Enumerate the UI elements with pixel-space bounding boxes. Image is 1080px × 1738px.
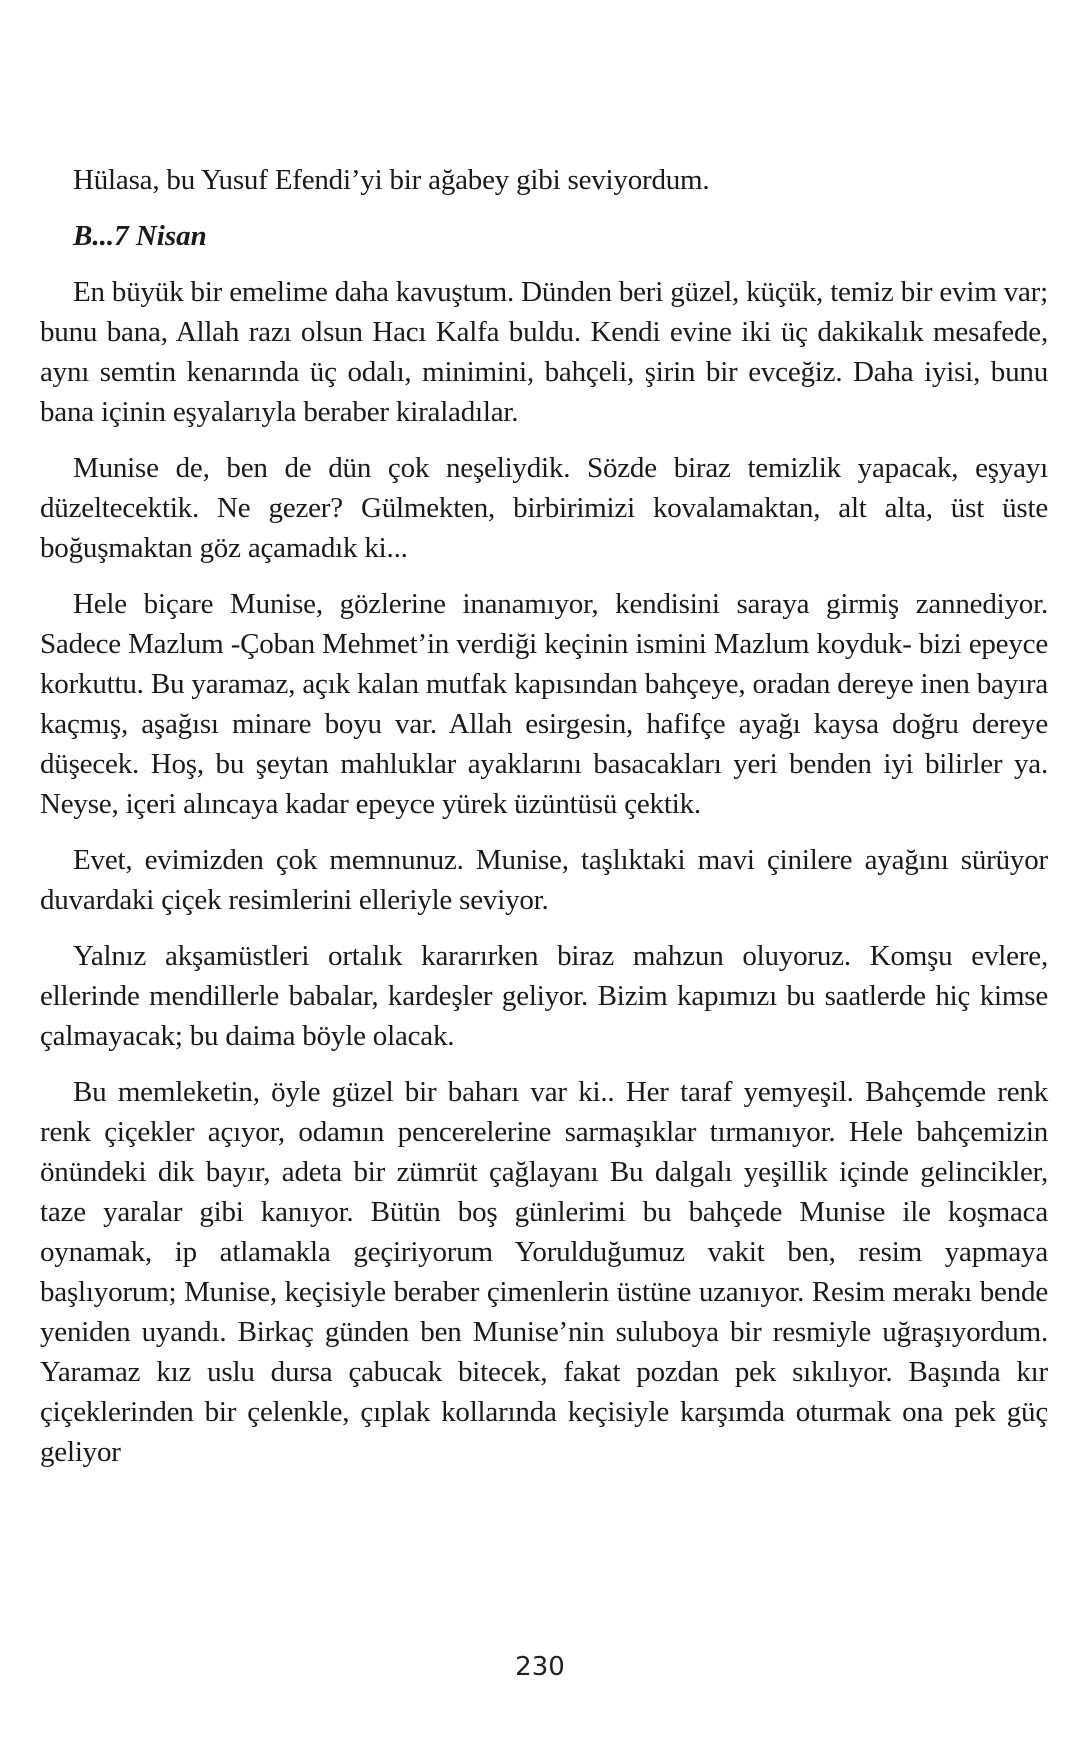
paragraph: Hele biçare Munise, gözlerine inanamıyor, kendisini saraya girmiş zannediyor. Sadece Mazlum -Çoban Mehmet’in verdiği keçinin ismini Mazlum koyduk- bizi epeyce korkuttu. Bu yaramaz, açık kalan mutfak kapısından bahçeye, oradan dereye inen bayıra kaçmış, aşağısı minare boyu var. Allah esirgesin, hafifçe ayağı kaysa doğru dereye düşecek. Hoş, bu şeytan mahluklar ayaklarını basacakları yeri benden iyi bilirler ya. Neyse, içeri alıncaya kadar epeyce yürek üzüntüsü çektik. [40, 588, 1048, 820]
paragraph: Evet, evimizden çok memnunuz. Munise, taşlıktaki mavi çinilere ayağını sürüyor duvardaki çiçek resimlerini elleriyle seviyor. [40, 844, 1048, 916]
paragraph-intro: Hülasa, bu Yusuf Efendi’yi bir ağabey gibi seviyordum. [73, 164, 710, 196]
paragraph: Bu memleketin, öyle güzel bir baharı var ki.. Her taraf yemyeşil. Bahçemde renk renk çiçekler açıyor, odamın pencerelerine sarmaşıklar tırmanıyor. Hele bahçemizin önündeki dik bayır, adeta bir zümrüt çağlayanı Bu dalgalı yeşillik içinde gelincikler, taze yaralar gibi kanıyor. Bütün boş günlerimi bu bahçede Munise ile koşmaca oynamak, ip atlamakla geçiriyorum Yorulduğumuz vakit ben, resim yapmaya başlıyorum; Munise, keçisiyle beraber çimenlerin üstüne uzanıyor. Resim merakı bende yeniden uyandı. Birkaç günden ben Munise’nin suluboya bir resmiyle uğraşıyordum. Yaramaz kız uslu dursa çabucak bitecek, fakat pozdan pek sıkılıyor. Başında kır çiçeklerinden bir çelenkle, çıplak kollarında keçisiyle karşımda oturmak ona pek güç geliyor [40, 1076, 1048, 1468]
book-page [40, 160, 1048, 1488]
section-heading: B...7 Nisan [73, 220, 207, 252]
paragraph: Yalnız akşamüstleri ortalık kararırken biraz mahzun oluyoruz. Komşu evlere, ellerinde mendillerle babalar, kardeşler geliyor. Bizim kapımızı bu saatlerde hiç kimse çalmayacak; bu daima böyle olacak. [40, 940, 1048, 1052]
page-number: 230 [515, 1652, 565, 1682]
paragraph: Munise de, ben de dün çok neşeliydik. Sözde biraz temizlik yapacak, eşyayı düzeltecektik. Ne gezer? Gülmekten, birbirimizi kovalamaktan, alt alta, üst üste boğuşmaktan göz açamadık ki... [40, 452, 1048, 564]
paragraph: En büyük bir emelime daha kavuştum. Dünden beri güzel, küçük, temiz bir evim var; bunu bana, Allah razı olsun Hacı Kalfa buldu. Kendi evine iki üç dakikalık mesafede, aynı semtin kenarında üç odalı, minimini, bahçeli, şirin bir evceğiz. Daha iyisi, bunu bana içinin eşyalarıyla beraber kiraladılar. [40, 276, 1048, 428]
